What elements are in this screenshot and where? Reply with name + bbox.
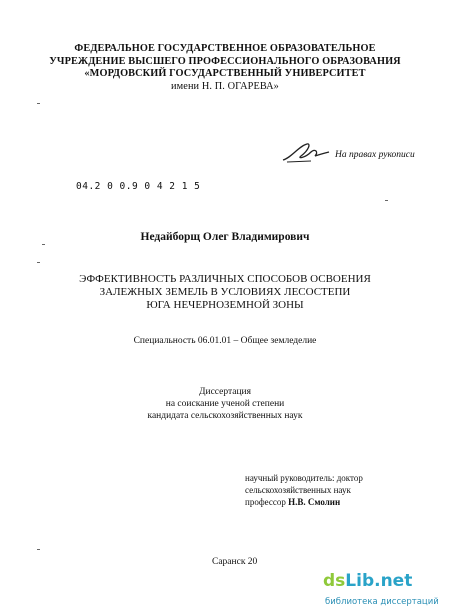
org-line-2: УЧРЕЖДЕНИЕ ВЫСШЕГО ПРОФЕССИОНАЛЬНОГО ОБРАЗОВАНИЯ xyxy=(49,55,401,67)
title-line-1: ЭФФЕКТИВНОСТЬ РАЗЛИЧНЫХ СПОСОБОВ ОСВОЕНИЯ xyxy=(79,273,371,285)
scan-speck xyxy=(42,244,45,245)
specialty: Специальность 06.01.01 – Общее земледелие xyxy=(133,336,317,346)
city-year: Саранск 20 xyxy=(212,557,258,567)
scientific-advisor xyxy=(245,472,363,508)
advisor-title: профессор xyxy=(245,497,286,507)
scan-speck xyxy=(385,200,388,201)
scan-speck xyxy=(37,262,40,263)
degree-line-3: кандидата сельскохозяйственных наук xyxy=(147,411,303,421)
manuscript-rights-note: На правах рукописи xyxy=(335,150,415,160)
advisor-line-3 xyxy=(245,496,363,508)
dissertation-title xyxy=(0,273,450,312)
signature-icon xyxy=(281,138,331,166)
organization-header xyxy=(0,43,450,93)
scan-speck xyxy=(37,103,40,104)
advisor-line-1: научный руководитель: доктор xyxy=(245,473,363,483)
degree-line-2: на соискание ученой степени xyxy=(165,399,285,409)
dslib-subtitle: библиотека диссертаций xyxy=(325,597,439,607)
advisor-name: Н.В. Смолин xyxy=(288,497,341,507)
title-line-3: ЮГА НЕЧЕРНОЗЕМНОЙ ЗОНЫ xyxy=(146,299,304,311)
org-line-4: имени Н. П. ОГАРЕВА» xyxy=(171,80,279,92)
org-line-1: ФЕДЕРАЛЬНОЕ ГОСУДАРСТВЕННОЕ ОБРАЗОВАТЕЛЬНОЕ xyxy=(74,43,376,54)
registration-code: 04.2 0 0.9 0 4 2 1 5 xyxy=(76,181,201,192)
dissertation-degree xyxy=(0,386,450,422)
advisor-line-2: сельскохозяйственных наук xyxy=(245,485,351,495)
dslib-logo: dsLib.net xyxy=(323,571,413,591)
scan-speck xyxy=(37,549,40,550)
org-line-3: «МОРДОВСКИЙ ГОСУДАРСТВЕННЫЙ УНИВЕРСИТЕТ xyxy=(84,68,366,79)
author-name: Недайборщ Олег Владимирович xyxy=(140,231,310,243)
degree-line-1: Диссертация xyxy=(199,387,251,397)
title-line-2: ЗАЛЕЖНЫХ ЗЕМЕЛЬ В УСЛОВИЯХ ЛЕСОСТЕПИ xyxy=(99,286,351,298)
dslib-watermark[interactable] xyxy=(323,569,450,615)
